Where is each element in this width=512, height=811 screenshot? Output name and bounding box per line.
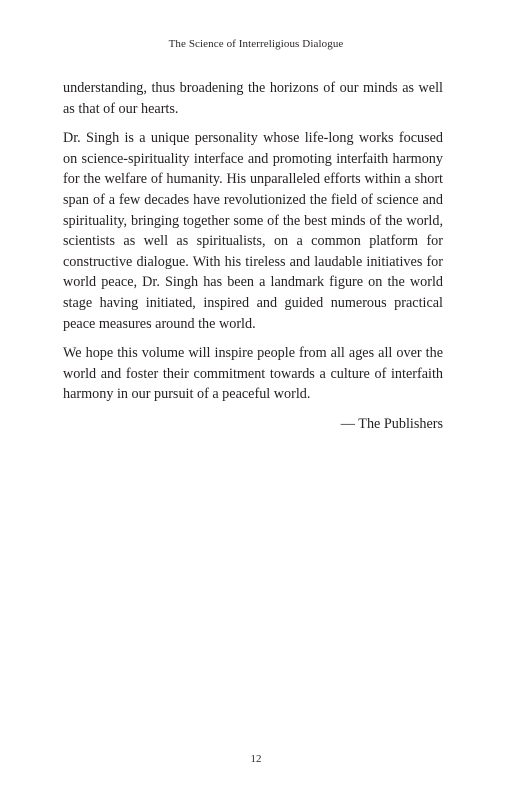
paragraph-2: Dr. Singh is a unique personality whose life-long works focused on science-spirituality interface and promoting interfaith harmony for the welfare of humanity. His unparalleled efforts within a short span of a few decades have revolutionized the field of science and spirituality, bringing together some of the best minds of the world, scientists as well as spiritualists, on a common platform for constructive dialogue. With his tireless and laudable initiatives for world peace, Dr. Singh has been a landmark figure on the world stage having initiated, inspired and guided numerous practical peace measures around the world. — [63, 130, 443, 332]
paragraph-1: understanding, thus broadening the horizons of our minds as well as that of our hearts. — [63, 80, 443, 117]
running-head: The Science of Interreligious Dialogue — [168, 38, 344, 50]
body-text — [63, 78, 443, 435]
paragraph-3: We hope this volume will inspire people from all ages all over the world and foster their commitment towards a culture of interfaith harmony in our pursuit of a peaceful world. — [63, 345, 443, 403]
page-number: 12 — [250, 753, 262, 765]
publisher-signature: — The Publishers — [340, 415, 443, 432]
